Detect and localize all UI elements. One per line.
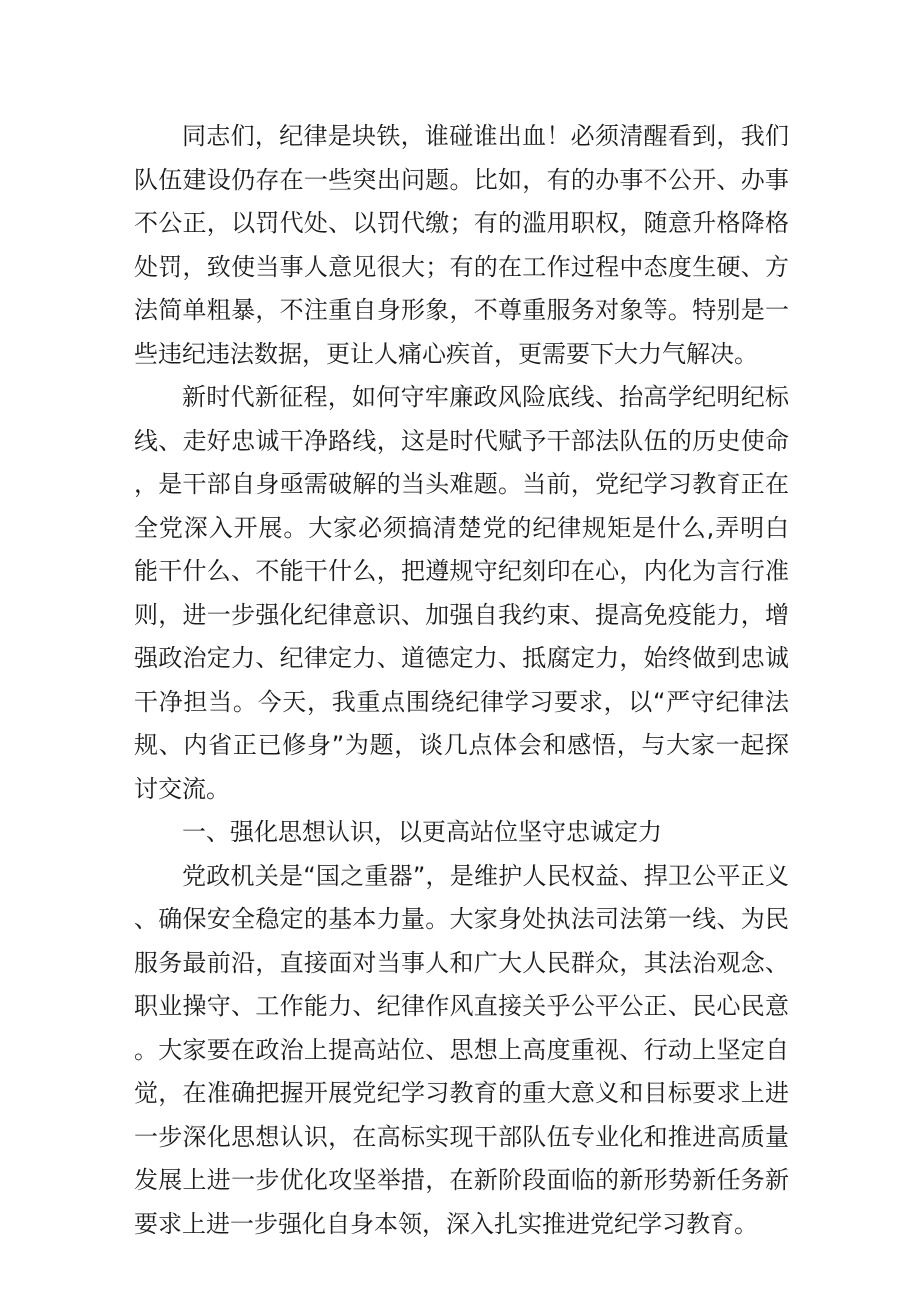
paragraph-new-era-mission: 新时代新征程，如何守牢廉政风险底线、抬高学纪明纪标线、走好忠诚干净路线，这是时代赋予干部法队伍的历史使命，是干部自身亟需破解的当头难题。当前，党纪学习教育正在全党深入开展。大家必须搞清楚党的纪律规矩是什么,弄明白能干什么、不能干什么，把遵规守纪刻印在心，内化为言行准则，进一步强化纪律意识、加强自我约束、提高免疫能力，增强政治定力、纪律定力、道德定力、抵腐定力，始终做到忠诚干净担当。今天，我重点围绕纪律学习要求，以“严守纪律法规、内省正已修身”为题，谈几点体会和感悟，与大家一起探讨交流。 bbox=[134, 383, 789, 803]
paragraph-discipline-problems: 同志们，纪律是块铁，谁碰谁出血！必须清醒看到，我们队伍建设仍存在一些突出问题。比如，有的办事不公开、办事不公正，以罚代处、以罚代缴；有的滥用职权，随意升格降格处罚，致使当事人意见很大；有的在工作过程中态度生硬、方法简单粗暴，不注重自身形象，不尊重服务对象等。特别是一些违纪违法数据，更让人痛心疾首，更需要下大力气解决。 bbox=[134, 122, 789, 368]
section-heading-1: 一、强化思想认识，以更高站位坚守忠诚定力 bbox=[182, 818, 662, 846]
paragraph-ideological-awareness: 党政机关是“国之重器”，是维护人民权益、捍卫公平正义、确保安全稳定的基本力量。大家身处执法司法第一线、为民服务最前沿，直接面对当事人和广大人民群众，其法治观念、职业操守、工作能力、纪律作风直接关乎公平公正、民心民意。大家要在政治上提高站位、思想上高度重视、行动上坚定自觉，在准确把握开展党纪学习教育的重大意义和目标要求上进一步深化思想认识，在高标实现干部队伍专业化和推进高质量发展上进一步优化攻坚举措，在新阶段面临的新形势新任务新要求上进一步强化自身本领，深入扎实推进党纪学习教育。 bbox=[134, 861, 789, 1238]
document-body bbox=[134, 115, 789, 1246]
